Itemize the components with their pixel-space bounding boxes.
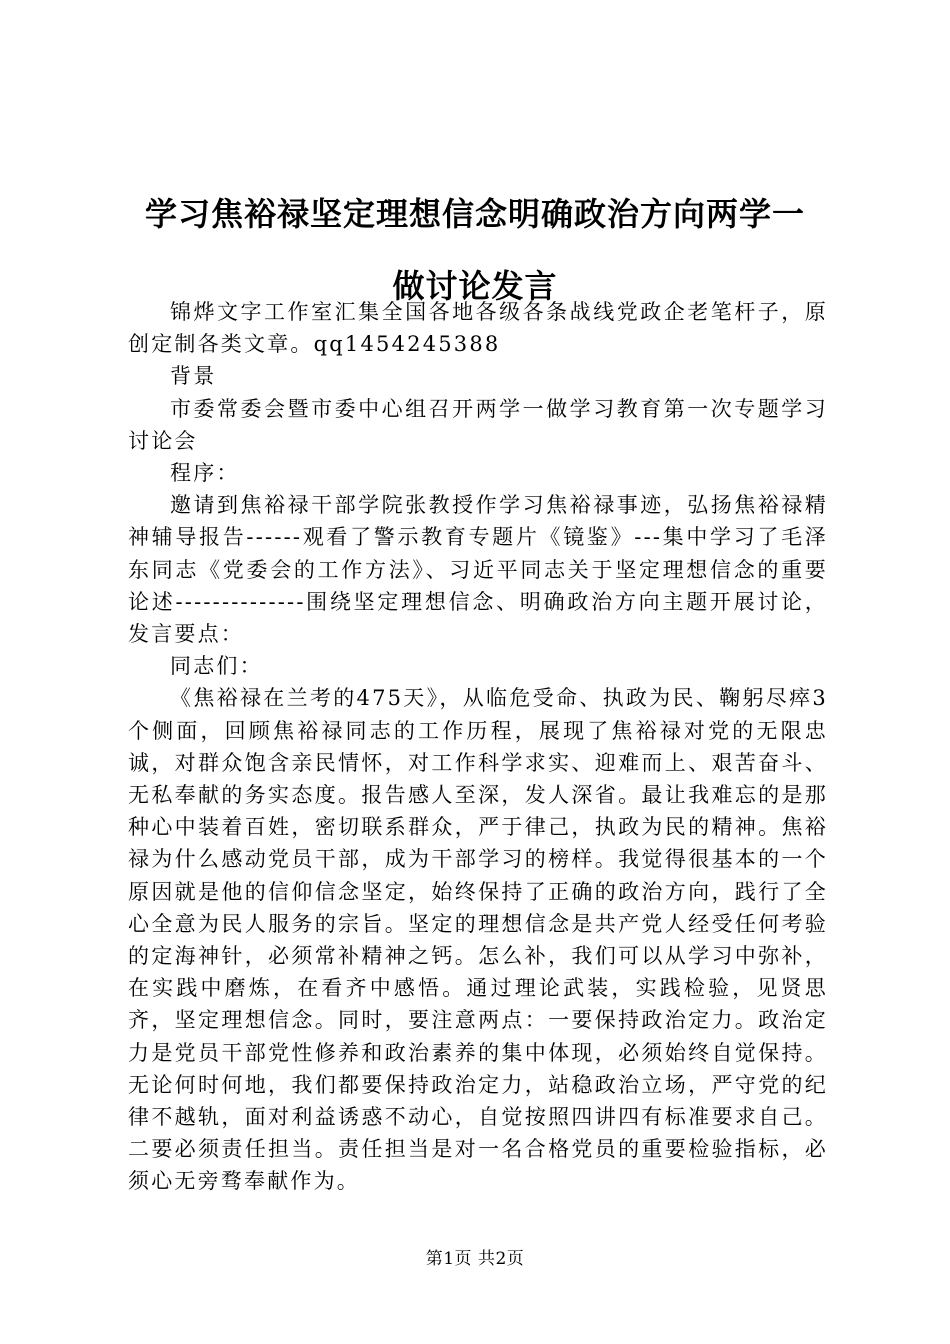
paragraph-salutation: 同志们：	[170, 654, 263, 679]
paragraph-main: 《焦裕禄在兰考的475天》，从临危受命、执政为民、鞠躬尽瘁3个侧面，回顾焦裕禄同志的工作历程，展现了焦裕禄对党的无限忠诚，对群众饱含亲民情怀，对工作科学求实、迎难而上、艰苦奋斗、无私奉献的务实态度。报告感人至深，发人深省。最让我难忘的是那种心中装着百姓，密切联系群众，严于律己，执政为民的精神。焦裕禄为什么感动党员干部，成为干部学习的榜样。我觉得很基本的一个原因就是他的信仰信念坚定，始终保持了正确的政治方向，践行了全心全意为民人服务的宗旨。坚定的理想信念是共产党人经受任何考验的定海神针，必须常补精神之钙。怎么补，我们可以从学习中弥补，在实践中磨炼，在看齐中感悟。通过理论武装，实践检验，见贤思齐，坚定理想信念。同时，要注意两点：一要保持政治定力。政治定力是党员干部党性修养和政治素养的集中体现，必须始终自觉保持。无论何时何地，我们都要保持政治定力，站稳政治立场，严守党的纪律不越轨，面对利益诱惑不动心，自觉按照四讲四有标准要求自己。二要必须责任担当。责任担当是对一名合格党员的重要检验指标，必须心无旁骛奉献作为。	[128, 686, 828, 1194]
paragraph-intro: 锦烨文字工作室汇集全国各地各级各条战线党政企老笔杆子，原创定制各类文章。qq1454245388	[128, 300, 828, 357]
paragraph-procedure-label: 程序：	[170, 461, 240, 486]
page-footer: 第1页 共2页	[425, 1249, 525, 1269]
document-body	[128, 296, 828, 1198]
paragraph-background: 市委常委会暨市委中心组召开两学一做学习教育第一次专题学习讨论会	[128, 396, 828, 453]
title-line-2: 做讨论发言	[392, 267, 558, 305]
paragraph-procedure: 邀请到焦裕禄干部学院张教授作学习焦裕禄事迹，弘扬焦裕禄精神辅导报告------观看了警示教育专题片《镜鉴》---集中学习了毛泽东同志《党委会的工作方法》、习近平同志关于坚定理想信念的重要论述--------------围绕坚定理想信念、明确政治方向主题开展讨论，发言要点：	[128, 493, 828, 647]
title-line-1: 学习焦裕禄坚定理想信念明确政治方向两学一	[144, 195, 805, 233]
paragraph-background-label: 背景	[170, 364, 217, 389]
